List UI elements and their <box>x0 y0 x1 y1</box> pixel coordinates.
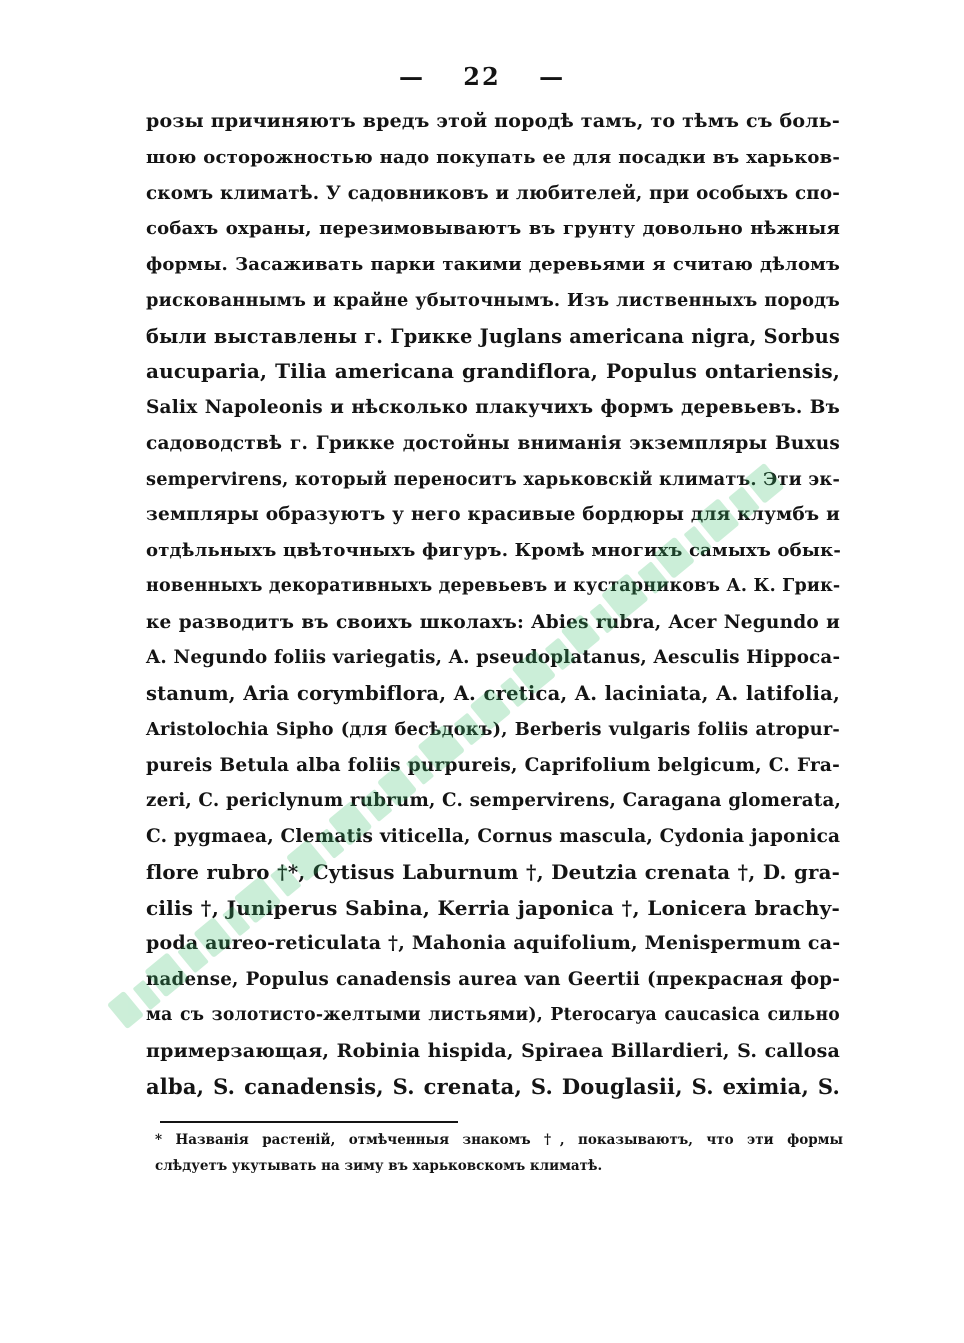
body-line: скомъ климатѣ. У садовниковъ и любителей, при особыхъ спо- <box>146 182 840 204</box>
body-line: cilis †, Juniperus Sabina, Kerria japonica †, Lonicera brachy- <box>146 895 840 920</box>
body-line: шою осторожностью надо покупать ее для посадки въ харьков- <box>146 146 840 168</box>
body-line: новенныхъ декоративныхъ деревьевъ и кустарниковъ А. К. Грик- <box>146 575 841 596</box>
header-dash-right: — <box>539 62 566 91</box>
body-line: примерзающая, Robinia hispida, Spiraea Billardieri, S. callosa <box>146 1039 840 1062</box>
body-line: A. Negundo foliis variegatis, A. pseudoplatanus, Aesculis Hippoca- <box>146 647 841 669</box>
footnote-divider <box>160 1121 458 1123</box>
body-line: zeri, C. periclynum rubrum, C. sempervirens, Caragana glomerata, <box>146 790 842 812</box>
body-line: розы причиняютъ вредъ этой породѣ тамъ, то тѣмъ съ боль- <box>146 110 840 132</box>
body-text <box>146 104 840 1105</box>
header-dash-left: — <box>398 62 425 91</box>
footnote-line: * Названія растеній, отмѣченныя знакомъ †, показываютъ, что эти формы <box>155 1132 843 1148</box>
body-line: stanum, Aria corymbiflora, A. cretica, A. laciniata, A. latifolia, <box>146 682 840 705</box>
body-line: nadense, Populus canadensis aurea van Geertii (прекрасная фор- <box>146 969 840 990</box>
body-line: pureis Betula alba foliis purpureis, Caprifolium belgicum, C. Fra- <box>146 754 840 776</box>
body-line: ке разводитъ въ своихъ школахъ: Abies rubra, Acer Negundo и <box>146 611 840 633</box>
body-line: Salix Napoleonis и нѣсколько плакучихъ формъ деревьевъ. Въ <box>146 397 840 418</box>
footnote-line: слѣдуетъ укутывать на зиму въ харьковскомъ климатѣ. <box>155 1158 603 1174</box>
body-line: aucuparia, Tilia americana grandiflora, Populus ontariensis, <box>146 359 840 384</box>
body-line: отдѣльныхъ цвѣточныхъ фигуръ. Кромѣ многихъ самыхъ обык- <box>146 540 841 561</box>
body-line: земпляры образуютъ у него красивые бордюры для клумбъ и <box>146 504 840 526</box>
body-line: alba, S. canadensis, S. crenata, S. Douglasii, S. eximia, S. <box>146 1074 840 1100</box>
body-line: были выставлены г. Грикке Juglans americana nigra, Sorbus <box>146 324 840 348</box>
body-line: рискованнымъ и крайне убыточнымъ. Изъ лиственныхъ породъ <box>146 289 840 311</box>
body-line: формы. Засаживать парки такими деревьями я считаю дѣломъ <box>146 254 840 275</box>
body-line: sempervirens, который переноситъ харьковскій климатъ. Эти эк- <box>146 468 841 490</box>
body-line: poda aureo-reticulata †, Mahonia aquifolium, Menispermum ca- <box>146 932 841 955</box>
body-line: ма съ золотисто-желтыми листьями), Pterocarya caucasica сильно <box>146 1004 840 1025</box>
page-number: 22 <box>463 62 501 91</box>
body-line: собахъ охраны, перезимовываютъ въ грунту довольно нѣжныя <box>146 218 840 240</box>
body-line: C. pygmaea, Clematis viticella, Cornus mascula, Cydonia japonica <box>146 826 841 847</box>
page-number-header <box>0 62 964 91</box>
body-line: садоводствѣ г. Грикке достойны вниманія экземпляры Buxus <box>146 432 840 454</box>
body-line: Aristolochia Sipho (для бесѣдокъ), Berberis vulgaris foliis atropur- <box>146 718 840 740</box>
body-line: flore rubro †*, Cytisus Laburnum †, Deutzia crenata †, D. gra- <box>146 859 840 884</box>
footnote <box>155 1127 843 1179</box>
